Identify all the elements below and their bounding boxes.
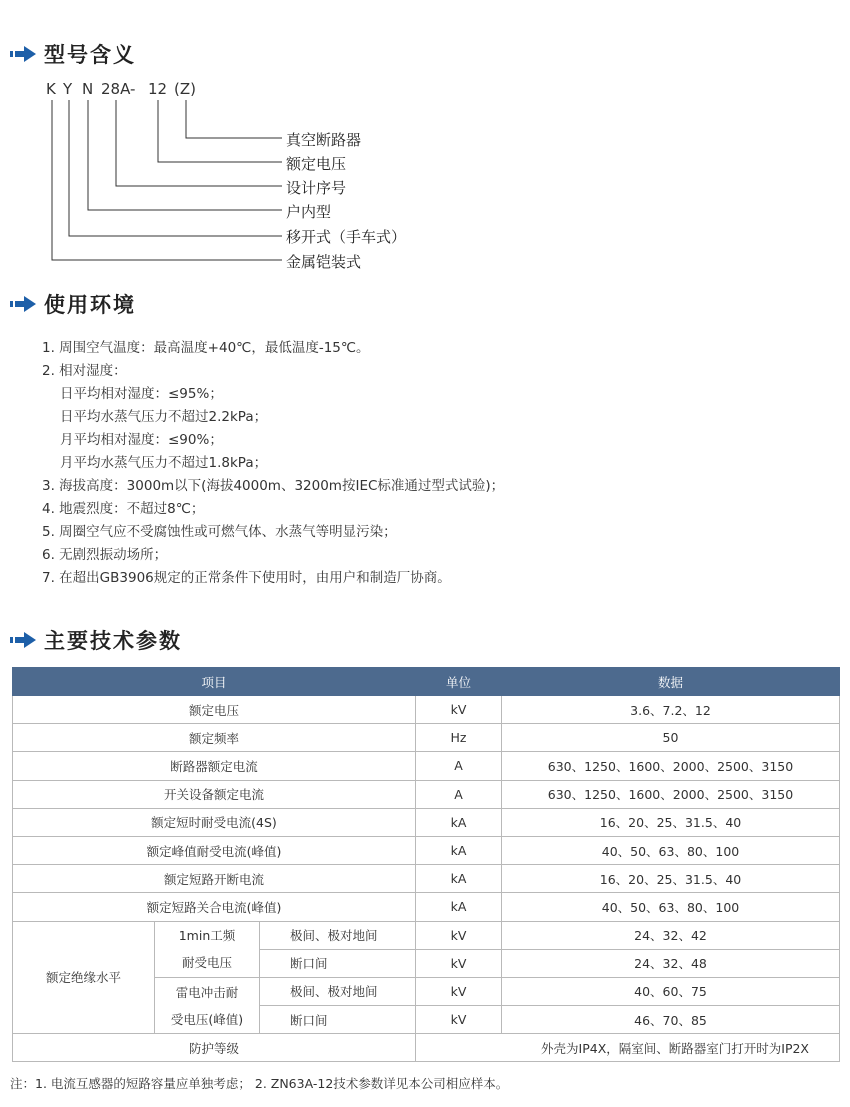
row-value: 16、20、25、31.5、40 xyxy=(502,808,840,836)
row-label: 极间、极对地间 xyxy=(260,921,416,949)
section-params-heading xyxy=(10,626,182,654)
row-value: 40、50、63、80、100 xyxy=(502,836,840,864)
table-row xyxy=(13,752,840,780)
legend-withdrawable: 移开式（手车式） xyxy=(286,228,407,246)
insulation-group-power-freq xyxy=(155,921,260,977)
row-value: 630、1250、1600、2000、2500、3150 xyxy=(502,752,840,780)
arrow-right-icon xyxy=(10,632,36,648)
table-row xyxy=(13,780,840,808)
table-row xyxy=(13,893,840,921)
row-value: 46、70、85 xyxy=(502,1006,840,1034)
row-unit: kV xyxy=(416,921,502,949)
row-value: 40、50、63、80、100 xyxy=(502,893,840,921)
table-row xyxy=(13,865,840,893)
list-item: 日平均相对湿度：≤95%； xyxy=(60,386,223,402)
list-item: 6. 无剧烈振动场所； xyxy=(42,547,168,563)
table-row xyxy=(13,724,840,752)
list-item: 2. 相对湿度： xyxy=(42,363,127,379)
legend-rated-voltage: 额定电压 xyxy=(286,155,347,173)
section-env-title: 使用环境 xyxy=(44,293,136,317)
row-unit: kA xyxy=(416,893,502,921)
model-code-voltage: 12 xyxy=(148,80,168,98)
model-code-y: Y xyxy=(63,80,73,98)
list-item: 7. 在超出GB3906规定的正常条件下使用时，由用户和制造厂协商。 xyxy=(42,570,451,586)
row-unit: kA xyxy=(416,808,502,836)
legend-metal-clad: 金属铠装式 xyxy=(286,253,362,271)
header-item: 项目 xyxy=(13,668,416,696)
table-row xyxy=(13,808,840,836)
row-label: 额定短路开断电流 xyxy=(13,865,416,893)
row-value: 50 xyxy=(502,724,840,752)
row-label: 额定峰值耐受电流(峰值) xyxy=(13,836,416,864)
row-value: 24、32、48 xyxy=(502,949,840,977)
section-params-title: 主要技术参数 xyxy=(44,629,182,653)
group-label-line1: 1min工频 xyxy=(178,928,236,944)
row-unit: Hz xyxy=(416,724,502,752)
row-value: 外壳为IP4X，隔室间、断路器室门打开时为IP2X xyxy=(416,1034,840,1062)
group-label-line1: 雷电冲击耐 xyxy=(175,984,239,1000)
insulation-label: 额定绝缘水平 xyxy=(13,921,155,1034)
section-env-heading xyxy=(10,290,136,318)
model-code-diagram xyxy=(0,0,850,280)
row-label: 极间、极对地间 xyxy=(260,977,416,1005)
footnote: 注：1. 电流互感器的短路容量应单独考虑； 2. ZN63A-12技术参数详见本公司相应样本。 xyxy=(10,1076,509,1091)
group-label-line2: 受电压(峰值) xyxy=(170,1011,244,1027)
tech-params-table xyxy=(12,667,840,1062)
header-data: 数据 xyxy=(502,668,840,696)
row-label: 断口间 xyxy=(260,1006,416,1034)
row-label: 开关设备额定电流 xyxy=(13,780,416,808)
insulation-group-lightning xyxy=(155,977,260,1033)
row-unit: kA xyxy=(416,865,502,893)
model-code-n: N xyxy=(82,80,94,98)
arrow-right-icon xyxy=(10,296,36,312)
legend-indoor: 户内型 xyxy=(286,203,332,221)
row-label: 断路器额定电流 xyxy=(13,752,416,780)
row-label: 额定电压 xyxy=(13,696,416,724)
legend-vacuum-breaker: 真空断路器 xyxy=(286,131,362,149)
row-unit: kV xyxy=(416,1006,502,1034)
list-item: 日平均水蒸气压力不超过2.2kPa； xyxy=(60,409,268,425)
row-label: 额定短时耐受电流(4S) xyxy=(13,808,416,836)
table-row xyxy=(13,836,840,864)
group-label-line2: 耐受电压 xyxy=(181,955,232,971)
row-value: 40、60、75 xyxy=(502,977,840,1005)
table-header-row xyxy=(13,668,840,696)
row-unit: kV xyxy=(416,696,502,724)
row-unit: kV xyxy=(416,977,502,1005)
list-item: 月平均相对湿度：≤90%； xyxy=(60,432,223,448)
model-code-k: K xyxy=(46,80,56,98)
row-unit: kA xyxy=(416,836,502,864)
list-item: 4. 地震烈度：不超过8℃； xyxy=(42,501,205,517)
header-unit: 单位 xyxy=(416,668,502,696)
row-unit: A xyxy=(416,780,502,808)
list-item: 3. 海拔高度：3000m以下(海拔4000m、3200m按IEC标准通过型式试验)； xyxy=(42,478,505,494)
model-code-z: (Z) xyxy=(174,80,196,98)
table-row xyxy=(13,1034,840,1062)
row-value: 3.6、7.2、12 xyxy=(502,696,840,724)
legend-design-number: 设计序号 xyxy=(286,179,347,197)
row-value: 24、32、42 xyxy=(502,921,840,949)
list-item: 5. 周圈空气应不受腐蚀性或可燃气体、水蒸气等明显污染； xyxy=(42,524,397,540)
table-row xyxy=(13,921,840,949)
section-model-title: 型号含义 xyxy=(44,43,136,67)
row-value: 16、20、25、31.5、40 xyxy=(502,865,840,893)
list-item: 月平均水蒸气压力不超过1.8kPa； xyxy=(60,455,268,471)
row-unit: kV xyxy=(416,949,502,977)
row-unit: A xyxy=(416,752,502,780)
row-value: 630、1250、1600、2000、2500、3150 xyxy=(502,780,840,808)
table-row xyxy=(13,696,840,724)
row-label: 防护等级 xyxy=(13,1034,416,1062)
row-label: 额定短路关合电流(峰值) xyxy=(13,893,416,921)
model-code-design: 28A- xyxy=(101,80,136,98)
row-label: 额定频率 xyxy=(13,724,416,752)
list-item: 1. 周围空气温度：最高温度+40℃，最低温度-15℃。 xyxy=(42,340,370,356)
row-label: 断口间 xyxy=(260,949,416,977)
model-code-leader-lines xyxy=(0,0,850,280)
